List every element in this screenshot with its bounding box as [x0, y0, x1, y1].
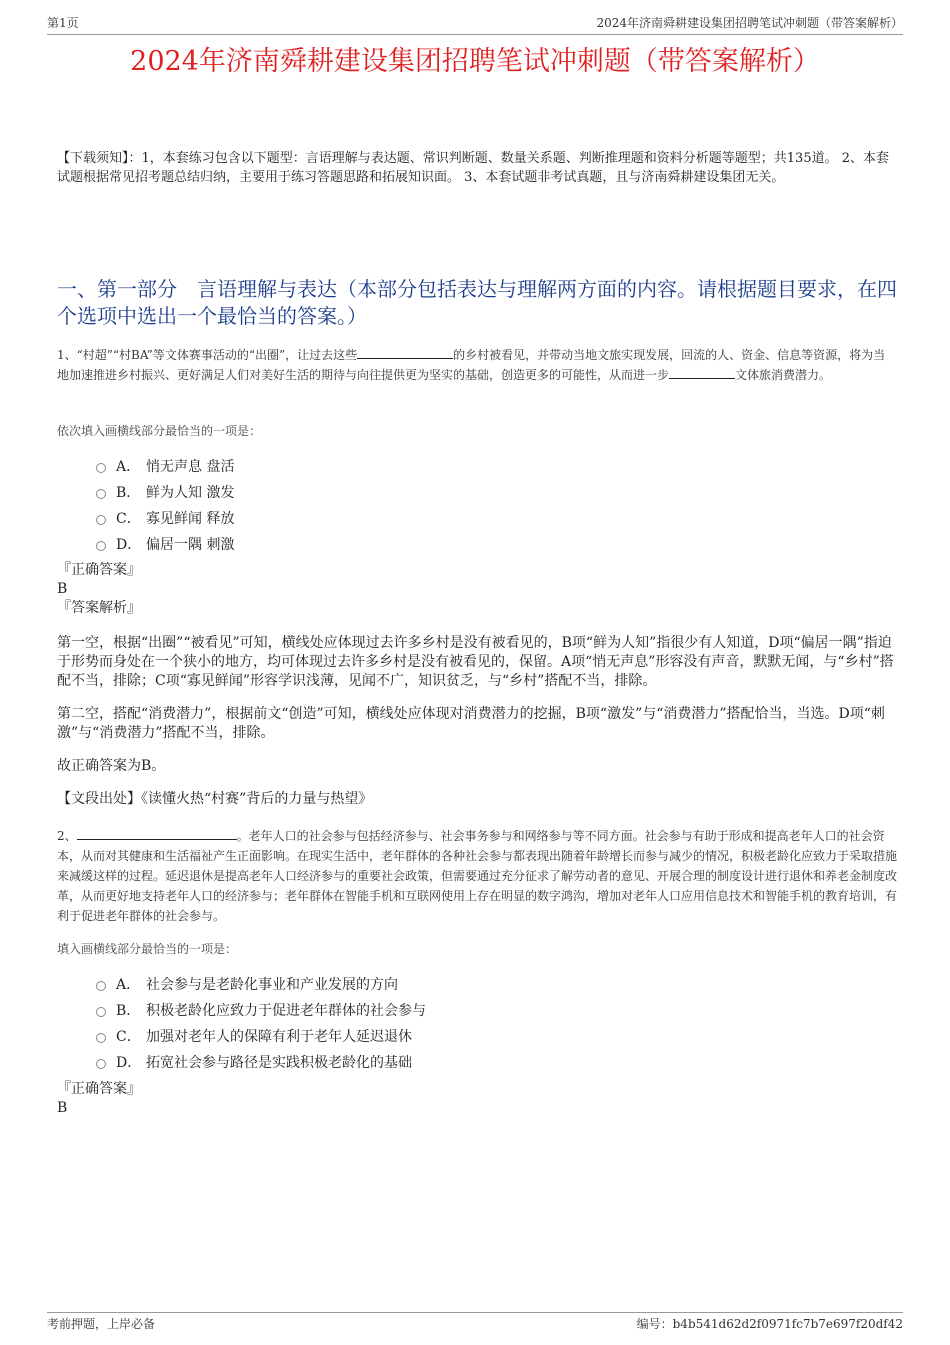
footer-serial-number: 编号：b4b541d62d2f0971fc7b7e697f20df42 [636, 1317, 903, 1331]
question-2-option-b[interactable]: B． 积极老龄化应致力于促进老年群体的社会参与 [96, 997, 796, 1023]
radio-icon[interactable] [96, 981, 106, 991]
question-1-stem [57, 345, 897, 385]
answer-label: 『正确答案』 [57, 562, 141, 578]
answer-value: B [57, 581, 68, 597]
question-1-prompt: 依次填入画横线部分最恰当的一项是： [57, 424, 262, 438]
radio-icon[interactable] [96, 1007, 106, 1017]
question-2-option-c[interactable]: C． 加强对老年人的保障有利于老年人延迟退休 [96, 1023, 796, 1049]
question-2-text: 。老年人口的社会参与包括经济参与、社会事务参与和网络参与等不同方面。社会参与有助于形成和提高老年人口的社会资本，从而对其健康和生活福祉产生正面影响。在现实生活中，老年群体的各种社会参与都表现出随着年龄增长而参与减少的情况，积极老龄化应致力于采取措施来减缓这样的过程。延迟退休是提高老年人口经济参与的重要社会政策，但需要通过充分征求了解劳动者的意见、开展合理的制度设计进行退休和养老金制度改革，从而更好地支持老年人口的经济参与；老年群体在智能手机和互联网使用上存在明显的数字鸿沟，增加对老年人口应用信息技术和智能手机的教育培训，有利于促进老年群体的社会参与。 [57, 829, 898, 923]
question-2-number: 2、 [57, 829, 77, 843]
question-2-blank [77, 827, 237, 840]
question-1-source [57, 790, 897, 809]
question-2-answer-block [57, 1080, 897, 1118]
question-2-options [96, 971, 796, 1075]
radio-icon[interactable] [96, 1059, 106, 1069]
question-1-blank-1 [357, 346, 453, 359]
radio-icon[interactable] [96, 1033, 106, 1043]
question-1-text-part3: 文体旅消费潜力。 [735, 368, 832, 382]
section-heading: 一、第一部分 言语理解与表达（本部分包括表达与理解两方面的内容。请根据题目要求，在四个选项中选出一个最恰当的答案。） [57, 277, 897, 328]
download-notice: 【下载须知】：1，本套练习包含以下题型：言语理解与表达题、常识判断题、数量关系题、判断推理题和资料分析题等题型；共135道。 2、本套试题根据常见招考题总结归纳，主要用于练习答题思路和拓展知识面。 3、本套试题非考试真题，且与济南舜耕建设集团无关。 [57, 151, 889, 185]
answer-value: B [57, 1100, 68, 1116]
analysis-label: 『答案解析』 [57, 600, 141, 616]
question-1-text-part2: 的乡村被看见，并带动当地文旅实现发展，回流的人、资金、信息等资源，将为当地加速推进乡村振兴、更好满足人们对美好生活的期待与向往提供更为坚实的基础，创造更多的可能性，从而进一步 [57, 348, 886, 382]
question-2-prompt: 填入画横线部分最恰当的一项是： [57, 942, 238, 956]
question-1-text-part1: 1、“村超”“村BA”等文体赛事活动的“出圈”，让过去这些 [57, 348, 358, 362]
question-2-option-a[interactable]: A． 社会参与是老龄化事业和产业发展的方向 [96, 971, 796, 997]
analysis-paragraph-1: 第一空，根据“出圈”“被看见”可知，横线处应体现过去许多乡村是没有被看见的，B项“鲜为人知”指很少有人知道，D项“偏居一隅”指迫于形势而身处在一个狭小的地方，均可体现过去许多乡村是没有被看见的，保留。A项“悄无声息”形容没有声音，默默无闻，与“乡村”搭配不当，排除；C项“寡见鲜闻”形容学识浅薄，见闻不广，知识贫乏，与“乡村”搭配不当，排除。 [57, 635, 894, 689]
page-footer [47, 1312, 903, 1335]
radio-icon[interactable] [96, 489, 106, 499]
page-title: 2024年济南舜耕建设集团招聘笔试冲刺题（带答案解析） [130, 46, 820, 77]
radio-icon[interactable] [96, 463, 106, 473]
question-1-analysis [57, 634, 897, 691]
page-header [47, 12, 903, 35]
question-1-option-a[interactable]: A． 悄无声息 盘活 [96, 453, 796, 479]
header-doc-title: 2024年济南舜耕建设集团招聘笔试冲刺题（带答案解析） [596, 16, 903, 30]
question-1-conclusion [57, 757, 897, 776]
question-1-option-b[interactable]: B． 鲜为人知 激发 [96, 479, 796, 505]
question-1-answer-block [57, 561, 897, 618]
radio-icon[interactable] [96, 541, 106, 551]
question-2-stem [57, 826, 897, 926]
page-number: 第1页 [47, 16, 79, 30]
question-1-analysis-2 [57, 705, 897, 743]
analysis-paragraph-2: 第二空，搭配“消费潜力”，根据前文“创造”可知，横线处应体现对消费潜力的挖掘，B项“激发”与“消费潜力”搭配恰当，当选。D项“刺激”与“消费潜力”搭配不当，排除。 [57, 706, 885, 741]
question-2-option-d[interactable]: D． 拓宽社会参与路径是实践积极老龄化的基础 [96, 1049, 796, 1075]
radio-icon[interactable] [96, 515, 106, 525]
question-1-option-d[interactable]: D． 偏居一隅 刺激 [96, 531, 796, 557]
answer-label: 『正确答案』 [57, 1081, 141, 1097]
footer-slogan: 考前押题，上岸必备 [47, 1317, 156, 1331]
question-1-blank-2 [669, 366, 735, 379]
text-source: 【文段出处】《读懂火热“村赛”背后的力量与热望》 [57, 791, 373, 807]
analysis-paragraph-3: 故正确答案为B。 [57, 758, 166, 774]
question-1-options [96, 453, 796, 557]
question-1-option-c[interactable]: C． 寡见鲜闻 释放 [96, 505, 796, 531]
